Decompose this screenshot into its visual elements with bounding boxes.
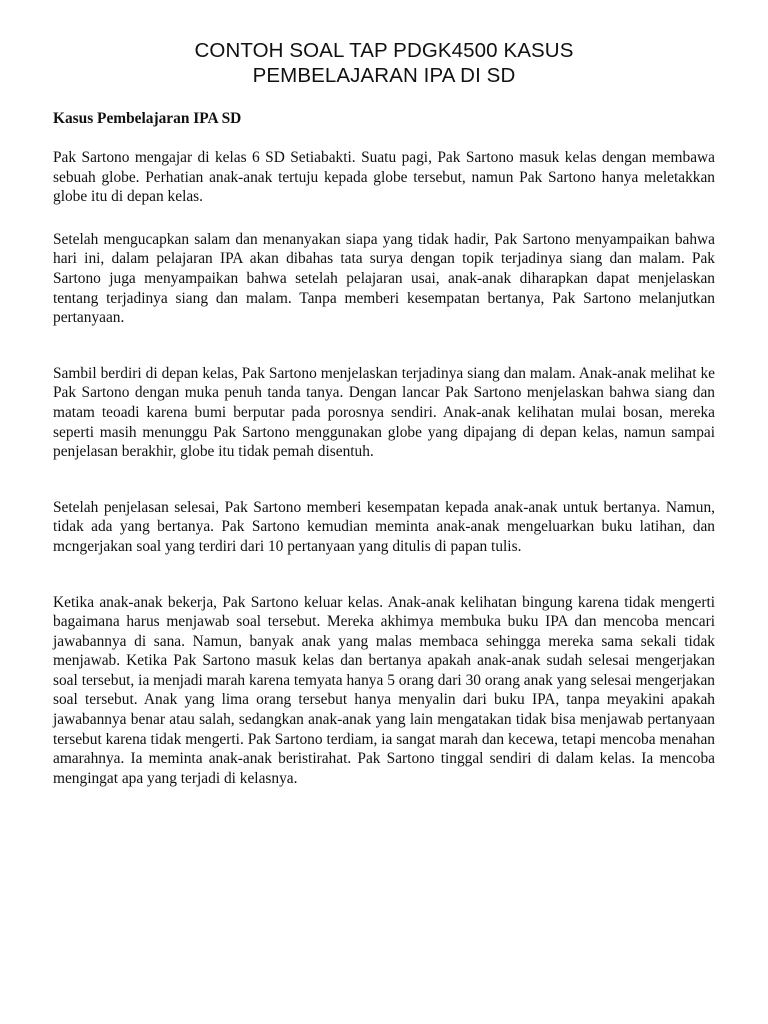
paragraph-5: Ketika anak-anak bekerja, Pak Sartono keluar kelas. Anak-anak kelihatan bingung karena tidak mengerti bagaimana harus menjawab soal tersebut. Mereka akhimya membuka buku IPA dan mencoba mencari jawabannya di sana. Namun, banyak anak yang malas membaca sehingga mereka sama sekali tidak menjawab. Ketika Pak Sartono masuk kelas dan bertanya apakah anak-anak sudah selesai mengerjakan soal tersebut, ia menjadi marah karena temyata hanya 5 orang dari 30 orang anak yang selesai mengerjakan soal tersebut. Anak yang lima orang tersebut hanya menyalin dari buku IPA, tanpa meyakini apakah jawabannya benar atau salah, sedangkan anak-anak yang lain mengatakan tidak bisa menjawab pertanyaan tersebut karena tidak mengerti. Pak Sartono terdiam, ia sangat marah dan kecewa, tetapi mencoba menahan amarahnya. Ia meminta anak-anak beristirahat. Pak Sartono tinggal sendiri di dalam kelas. Ia mencoba mengingat apa yang terjadi di kelasnya.	[53, 593, 715, 787]
section-heading: Kasus Pembelajaran IPA SD	[53, 110, 242, 127]
title-line-2: PEMBELAJARAN IPA DI SD	[252, 64, 516, 87]
paragraph-3: Sambil berdiri di depan kelas, Pak Sartono menjelaskan terjadinya siang dan malam. Anak-anak melihat ke Pak Sartono dengan muka penuh tanda tanya. Dengan lancar Pak Sartono menjelaskan bahwa siang dan matam teoadi karena bumi berputar pada porosnya sendiri. Anak-anak kelihatan mulai bosan, mereka seperti masih menunggu Pak Sartono menggunakan globe yang dipajang di depan kelas, namun sampai penjelasan berakhir, globe itu tidak pemah disentuh.	[53, 364, 715, 461]
title-line-1: CONTOH SOAL TAP PDGK4500 KASUS	[194, 39, 574, 62]
paragraph-2: Setelah mengucapkan salam dan menanyakan siapa yang tidak hadir, Pak Sartono menyampaikan bahwa hari ini, dalam pelajaran IPA akan dibahas tata surya dengan topik terjadinya siang dan malam. Pak Sartono juga menyampaikan bahwa setelah pelajaran usai, anak-anak diharapkan dapat menjelaskan tentang terjadinya siang dan malam. Tanpa memberi kesempatan bertanya, Pak Sartono melanjutkan pertanyaan.	[53, 230, 715, 327]
paragraph-1: Pak Sartono mengajar di kelas 6 SD Setiabakti. Suatu pagi, Pak Sartono masuk kelas dengan membawa sebuah globe. Perhatian anak-anak tertuju kepada globe tersebut, namun Pak Sartono hanya meletakkan globe itu di depan kelas.	[53, 149, 715, 206]
document-title	[53, 38, 715, 88]
paragraph-4: Setelah penjelasan selesai, Pak Sartono memberi kesempatan kepada anak-anak untuk bertanya. Namun, tidak ada yang bertanya. Pak Sartono kemudian meminta anak-anak mengeluarkan buku latihan, dan mcngerjakan soal yang terdiri dari 10 pertanyaan yang ditulis di papan tulis.	[53, 498, 715, 555]
